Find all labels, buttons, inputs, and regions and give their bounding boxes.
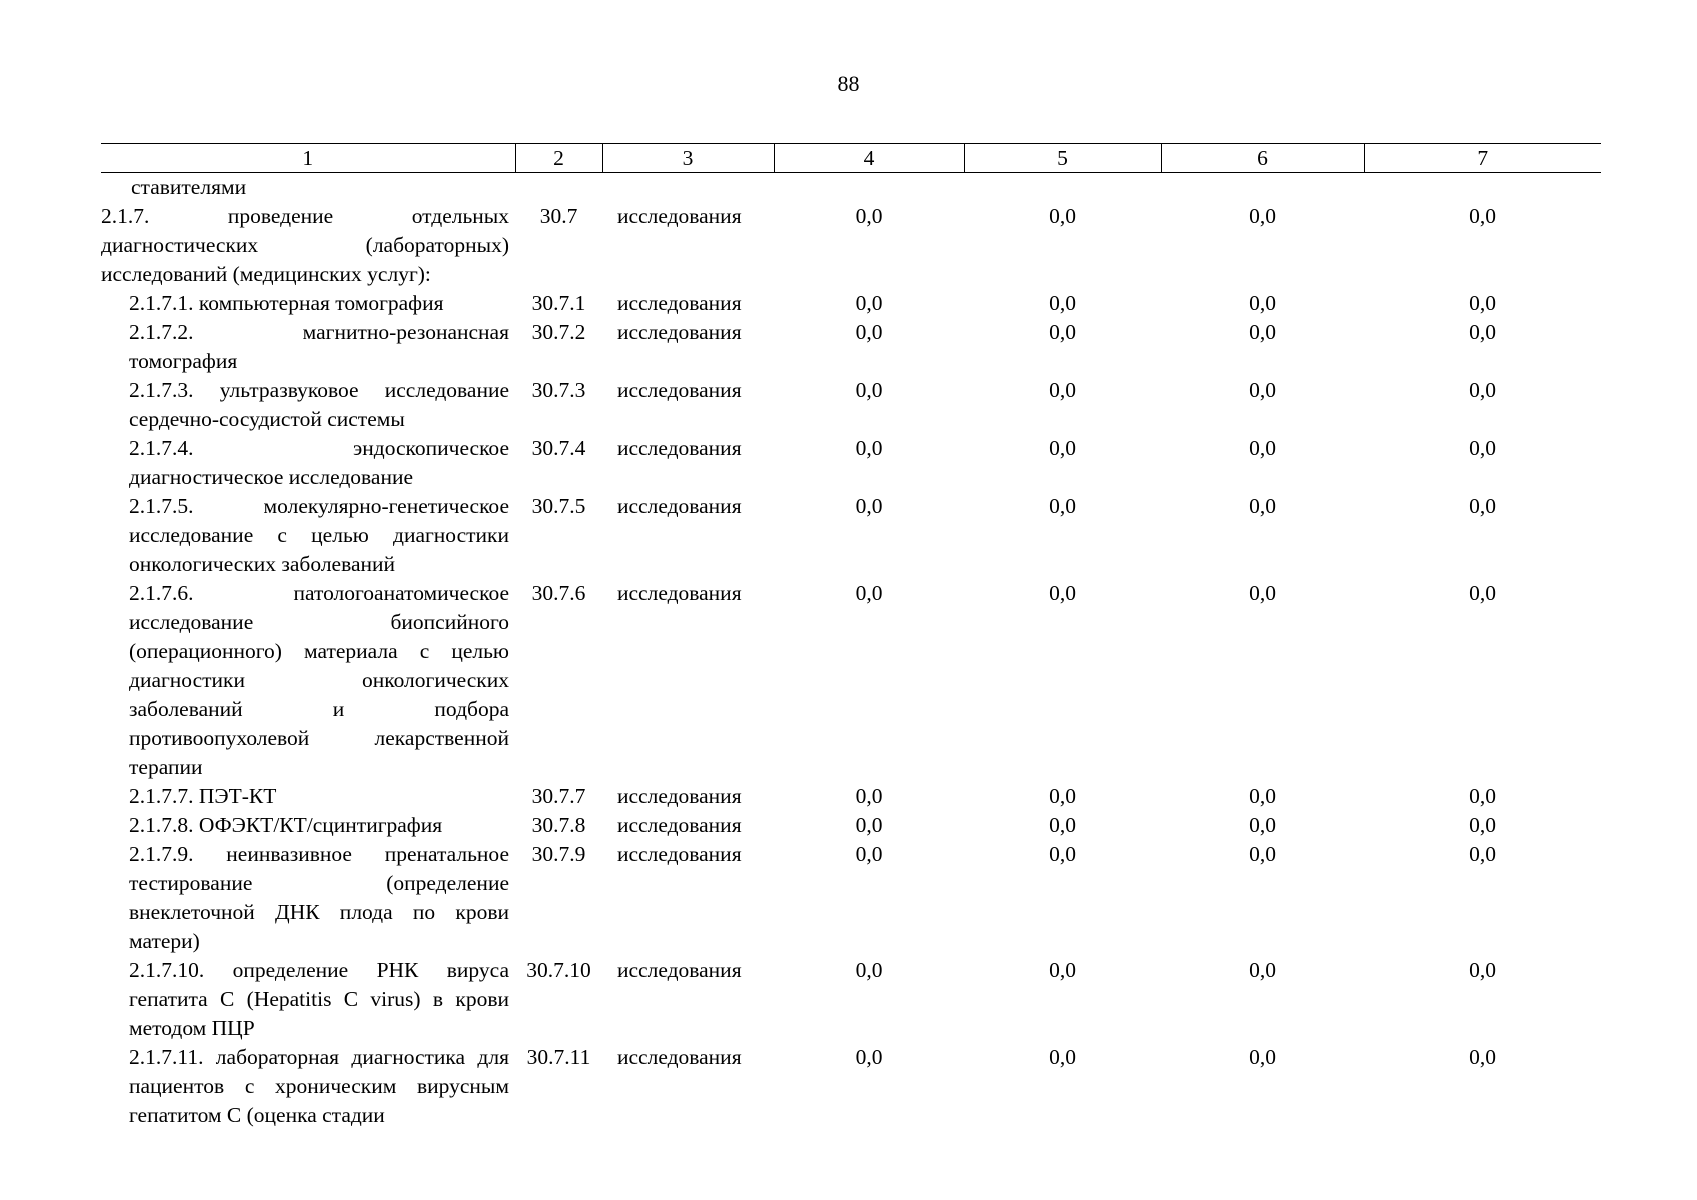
row-value-6: 0,0 — [1249, 581, 1276, 605]
row-value-4: 0,0 — [855, 581, 883, 605]
row-name: 2.1.7.5. молекулярно-генетическое исследование с целью диагностики онкологических заболеваний — [129, 494, 509, 576]
table-row — [101, 289, 1601, 318]
row-code: 30.7.8 — [531, 813, 586, 837]
table-row — [101, 376, 1601, 434]
table-row — [101, 1043, 1601, 1130]
row-code: 30.7.10 — [526, 958, 591, 982]
row-name: 2.1.7.6. патологоанатомическое исследование биопсийного (операционного) материала с целью диагностики онкологических заболеваний и подбора противоопухолевой лекарственной терапии — [129, 581, 509, 779]
table-row — [101, 579, 1601, 782]
table-row — [101, 434, 1601, 492]
table-row — [101, 202, 1601, 289]
row-unit: исследования — [617, 320, 742, 344]
row-value-4: 0,0 — [855, 494, 883, 518]
table-row — [101, 840, 1601, 956]
page-number: 88 — [837, 71, 860, 96]
row-unit: исследования — [617, 842, 742, 866]
table-row — [101, 492, 1601, 579]
row-value-6: 0,0 — [1249, 378, 1276, 402]
row-value-6: 0,0 — [1249, 436, 1276, 460]
row-value-4: 0,0 — [855, 842, 883, 866]
row-value-4: 0,0 — [855, 784, 883, 808]
row-unit: исследования — [617, 1045, 742, 1069]
row-name: 2.1.7.1. компьютерная томография — [129, 291, 444, 315]
row-value-5: 0,0 — [1049, 581, 1076, 605]
row-name: 2.1.7. проведение отдельных диагностических (лабораторных) исследований (медицинских услуг): — [101, 204, 509, 286]
row-code: 30.7.9 — [531, 842, 586, 866]
services-table — [101, 143, 1601, 1130]
row-value-7: 0,0 — [1469, 494, 1496, 518]
row-name: 2.1.7.7. ПЭТ-КТ — [129, 784, 277, 808]
row-unit: исследования — [617, 813, 742, 837]
row-value-6: 0,0 — [1249, 813, 1276, 837]
row-value-6: 0,0 — [1249, 784, 1276, 808]
row-code: 30.7.6 — [531, 581, 586, 605]
column-header: 2 — [515, 144, 602, 173]
row-value-6: 0,0 — [1249, 842, 1276, 866]
row-name: 2.1.7.2. магнитно-резонансная томография — [129, 320, 509, 373]
header-row — [101, 144, 1601, 173]
row-value-5: 0,0 — [1049, 204, 1076, 228]
row-name: 2.1.7.3. ультразвуковое исследование сердечно-сосудистой системы — [129, 378, 509, 431]
row-value-4: 0,0 — [855, 291, 883, 315]
row-value-4: 0,0 — [855, 320, 883, 344]
row-name: 2.1.7.4. эндоскопическое диагностическое исследование — [129, 436, 509, 489]
row-value-7: 0,0 — [1469, 436, 1496, 460]
row-value-7: 0,0 — [1469, 291, 1496, 315]
row-unit: исследования — [617, 291, 742, 315]
row-value-7: 0,0 — [1469, 784, 1496, 808]
row-value-5: 0,0 — [1049, 436, 1076, 460]
column-header: 5 — [964, 144, 1161, 173]
row-value-6: 0,0 — [1249, 958, 1276, 982]
row-value-7: 0,0 — [1469, 320, 1496, 344]
table-body — [101, 173, 1601, 1131]
row-value-5: 0,0 — [1049, 378, 1076, 402]
column-header: 6 — [1161, 144, 1364, 173]
row-code: 30.7.1 — [531, 291, 586, 315]
row-value-5: 0,0 — [1049, 494, 1076, 518]
table-row — [101, 956, 1601, 1043]
row-value-4: 0,0 — [855, 958, 883, 982]
row-value-5: 0,0 — [1049, 291, 1076, 315]
row-value-7: 0,0 — [1469, 204, 1496, 228]
row-value-4: 0,0 — [855, 813, 883, 837]
row-value-4: 0,0 — [855, 378, 883, 402]
table-row — [101, 318, 1601, 376]
row-value-5: 0,0 — [1049, 842, 1076, 866]
table-header — [101, 144, 1601, 173]
row-value-6: 0,0 — [1249, 320, 1276, 344]
row-unit: исследования — [617, 581, 742, 605]
row-unit: исследования — [617, 494, 742, 518]
row-value-7: 0,0 — [1469, 842, 1496, 866]
table-row — [101, 782, 1601, 811]
row-value-4: 0,0 — [855, 204, 883, 228]
row-name: 2.1.7.10. определение РНК вируса гепатита С (Hepatitis C virus) в крови методом ПЦР — [129, 958, 509, 1040]
row-code: 30.7 — [539, 204, 578, 228]
row-value-5: 0,0 — [1049, 784, 1076, 808]
row-name: 2.1.7.11. лабораторная диагностика для пациентов с хроническим вирусным гепатитом С (оценка стадии — [129, 1045, 509, 1127]
continuation-text: ставителями — [131, 175, 247, 199]
row-value-5: 0,0 — [1049, 320, 1076, 344]
row-value-7: 0,0 — [1469, 1045, 1496, 1069]
row-value-6: 0,0 — [1249, 1045, 1276, 1069]
row-value-6: 0,0 — [1249, 204, 1276, 228]
column-header: 7 — [1364, 144, 1601, 173]
row-code: 30.7.11 — [526, 1045, 591, 1069]
row-unit: исследования — [617, 204, 742, 228]
row-code: 30.7.5 — [531, 494, 586, 518]
row-code: 30.7.2 — [531, 320, 586, 344]
column-header: 4 — [774, 144, 964, 173]
row-name: 2.1.7.9. неинвазивное пренатальное тестирование (определение внеклеточной ДНК плода по крови матери) — [129, 842, 509, 953]
row-value-4: 0,0 — [855, 1045, 883, 1069]
row-code: 30.7.7 — [531, 784, 586, 808]
row-value-4: 0,0 — [855, 436, 883, 460]
table-row — [101, 811, 1601, 840]
row-value-7: 0,0 — [1469, 581, 1496, 605]
row-value-7: 0,0 — [1469, 813, 1496, 837]
row-unit: исследования — [617, 436, 742, 460]
row-value-7: 0,0 — [1469, 378, 1496, 402]
row-code: 30.7.3 — [531, 378, 586, 402]
row-value-7: 0,0 — [1469, 958, 1496, 982]
row-value-5: 0,0 — [1049, 958, 1076, 982]
row-value-5: 0,0 — [1049, 1045, 1076, 1069]
row-unit: исследования — [617, 378, 742, 402]
row-code: 30.7.4 — [531, 436, 586, 460]
continuation-row — [101, 173, 1601, 203]
row-value-6: 0,0 — [1249, 494, 1276, 518]
row-value-5: 0,0 — [1049, 813, 1076, 837]
column-header: 3 — [602, 144, 774, 173]
row-name: 2.1.7.8. ОФЭКТ/КТ/сцинтиграфия — [129, 813, 443, 837]
row-unit: исследования — [617, 958, 742, 982]
column-header: 1 — [101, 144, 515, 173]
row-value-6: 0,0 — [1249, 291, 1276, 315]
row-unit: исследования — [617, 784, 742, 808]
